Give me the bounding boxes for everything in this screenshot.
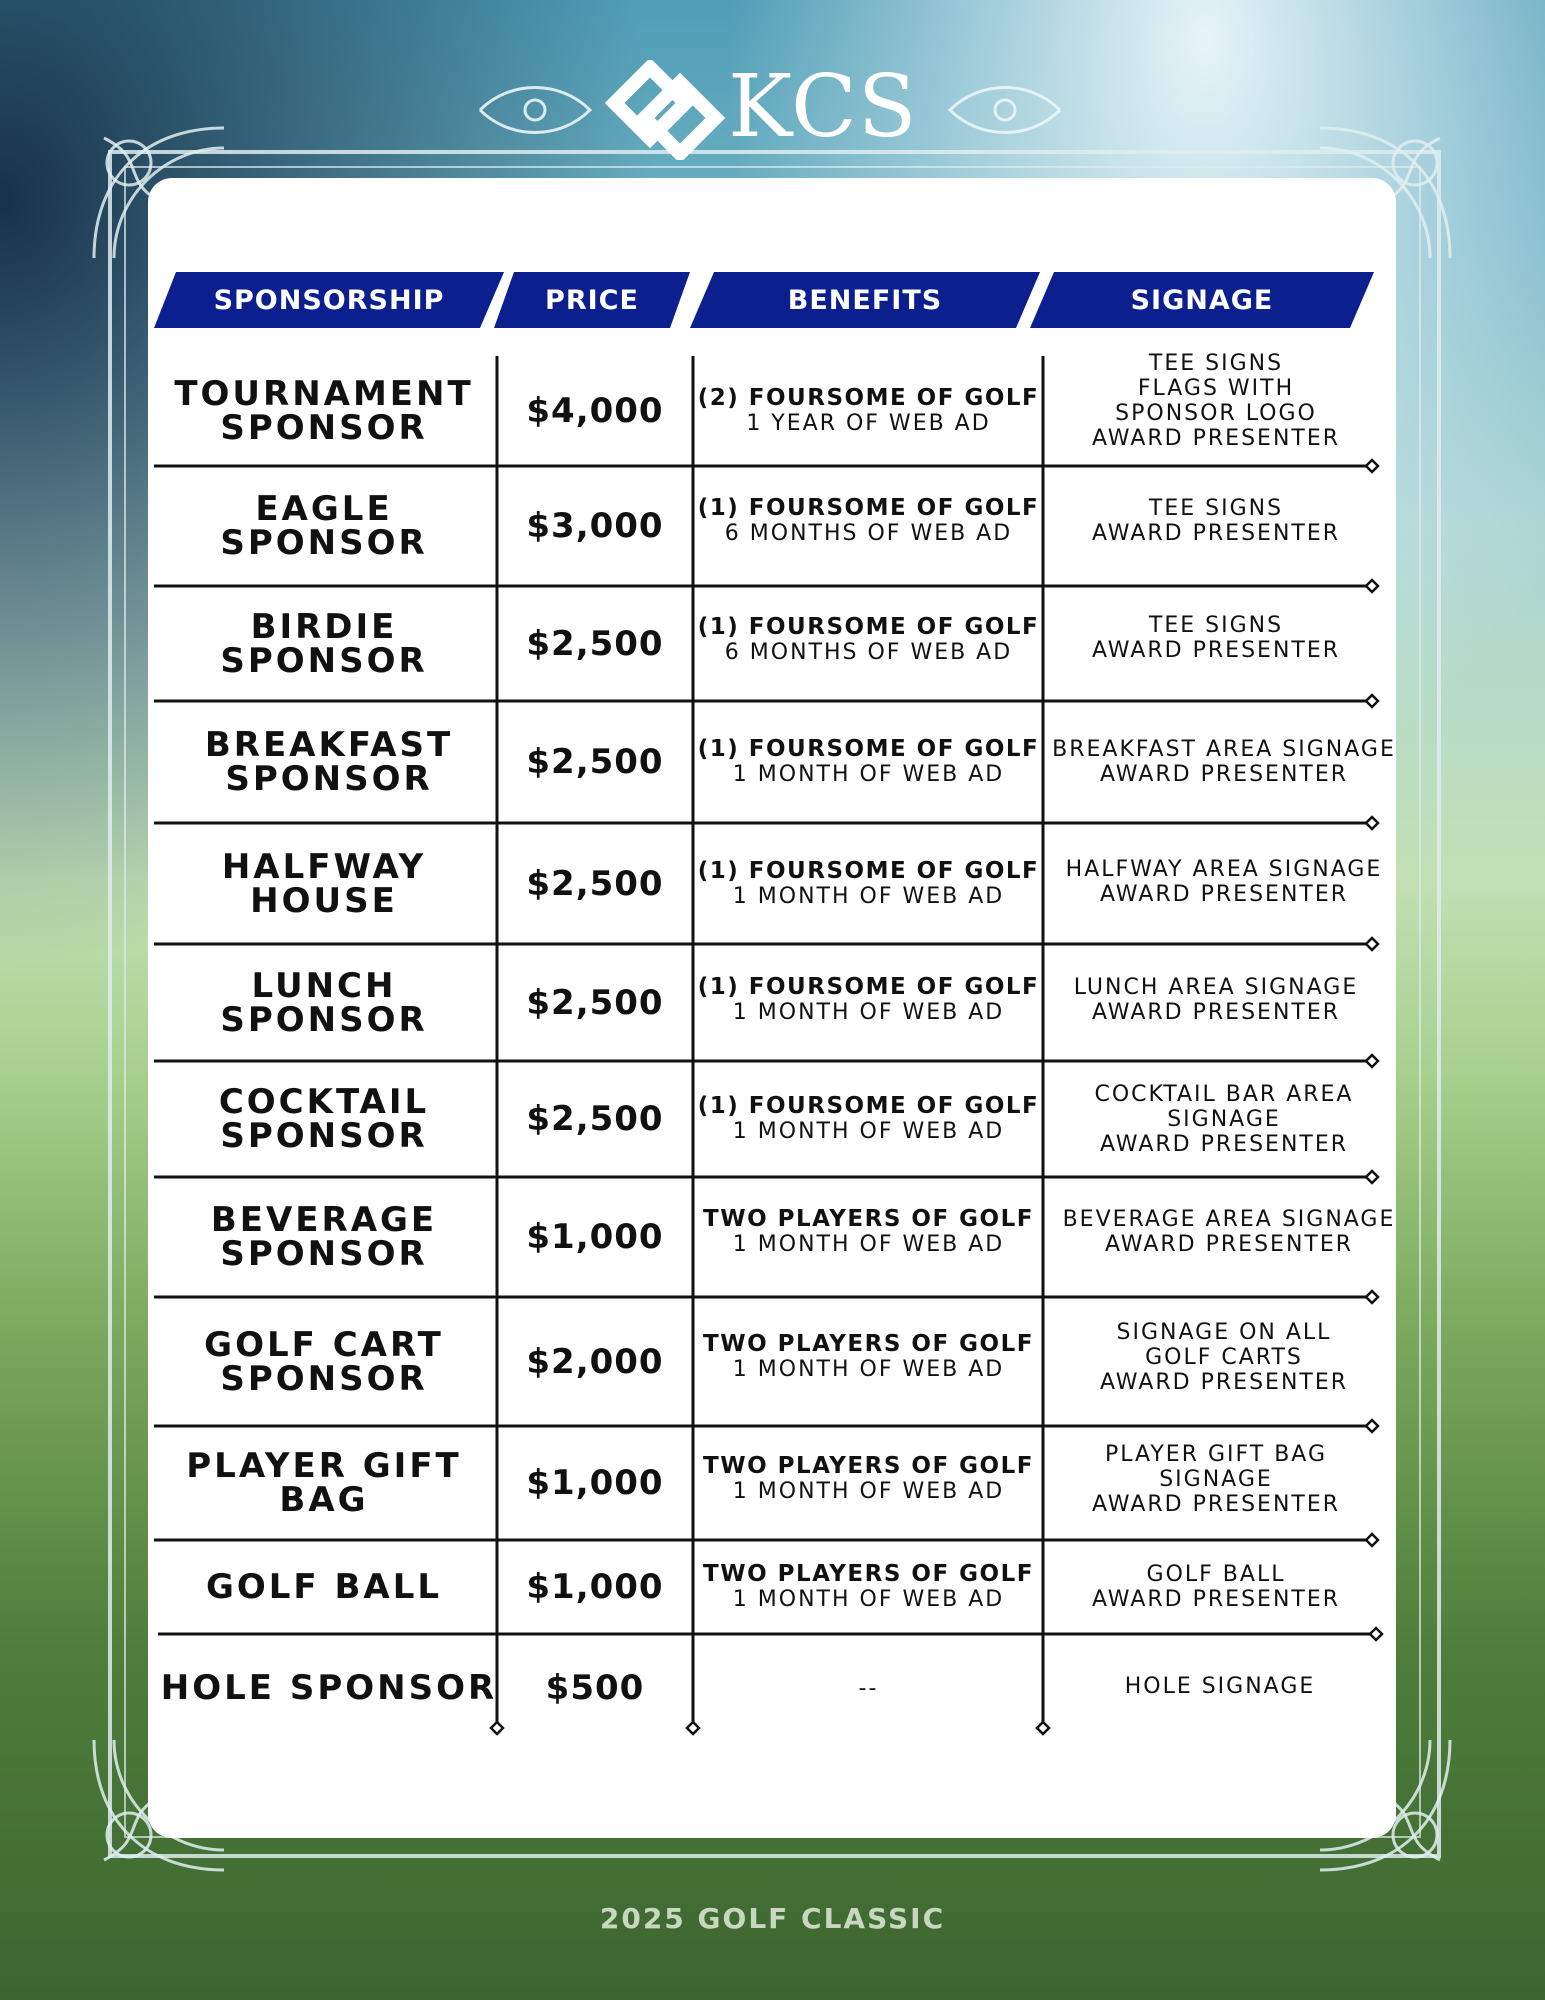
benefits-cell	[696, 356, 1041, 466]
benefit-qty: (1)	[697, 495, 740, 521]
price-value: $2,500	[526, 982, 664, 1023]
signage-cell	[1046, 1061, 1402, 1177]
benefits-cell	[696, 466, 1041, 576]
signage-line: TEE SIGNS	[1148, 351, 1284, 376]
benefits-cell	[696, 1297, 1041, 1417]
signage-line: SIGNAGE ON ALL	[1116, 1319, 1332, 1345]
table-row	[154, 1061, 494, 1177]
price-value: $500	[545, 1668, 645, 1708]
signage-line: COCKTAIL BAR AREA	[1094, 1081, 1354, 1107]
price-value: $2,500	[526, 1099, 664, 1139]
price-cell	[500, 466, 690, 586]
sponsorship-name: SPONSOR	[220, 640, 428, 681]
sponsorship-name: SPONSOR	[220, 523, 428, 563]
price-value: $2,000	[526, 1341, 664, 1382]
signage-cell	[1046, 823, 1402, 941]
sponsorship-name: SPONSOR	[220, 1358, 428, 1399]
signage-cell	[1046, 1177, 1412, 1287]
signage-line: AWARD PRESENTER	[1099, 882, 1349, 907]
price-cell	[500, 356, 690, 466]
header-signage-label: SIGNAGE	[1130, 284, 1274, 316]
signage-line: GOLF BALL	[1146, 1562, 1286, 1587]
price-cell	[500, 944, 690, 1061]
price-value: $1,000	[526, 1217, 664, 1257]
benefit-sub: 1 MONTH OF WEB AD	[732, 1587, 1005, 1612]
table-row	[154, 1540, 494, 1634]
signage-line: BEVERAGE AREA SIGNAGE	[1062, 1207, 1396, 1232]
benefit-main: TWO PLAYERS OF GOLF	[703, 1331, 1034, 1357]
table-row	[154, 356, 494, 466]
benefit-main: TWO PLAYERS OF GOLF	[703, 1561, 1034, 1587]
header-sponsorship-label: SPONSORSHIP	[213, 284, 445, 316]
benefits-cell	[696, 823, 1041, 944]
benefits-cell	[696, 1177, 1041, 1287]
benefit-qty: (1)	[697, 736, 740, 762]
table-row	[154, 701, 504, 823]
benefit-main: TWO PLAYERS OF GOLF	[703, 1206, 1034, 1232]
table-row	[154, 1177, 494, 1297]
sponsorship-name: SPONSOR	[225, 759, 433, 799]
sponsorship-name: GOLF CART	[204, 1324, 444, 1365]
benefit-sub: 1 MONTH OF WEB AD	[732, 1000, 1005, 1025]
benefit-sub: 1 MONTH OF WEB AD	[732, 1479, 1005, 1504]
event-footer-title: 2025 GOLF CLASSIC	[599, 1902, 946, 1935]
benefit-sub: 1 YEAR OF WEB AD	[746, 411, 991, 436]
sponsorship-name: LUNCH	[251, 965, 397, 1006]
benefit-qty: (1)	[697, 1093, 740, 1119]
price-cell	[500, 1640, 690, 1736]
sponsorship-name: SPONSOR	[220, 1116, 428, 1156]
benefits-cell	[696, 1640, 1041, 1736]
benefit-main: FOURSOME OF GOLF	[748, 974, 1040, 1000]
price-cell	[500, 1297, 690, 1426]
signage-line: AWARD PRESENTER	[1091, 638, 1341, 663]
benefit-sub: --	[858, 1675, 879, 1701]
table-row	[154, 1640, 504, 1736]
benefit-main: FOURSOME OF GOLF	[748, 495, 1040, 521]
signage-line: LUNCH AREA SIGNAGE	[1073, 975, 1359, 1000]
sponsorship-name: HOUSE	[250, 880, 398, 921]
table-row	[154, 944, 494, 1061]
signage-line: SPONSOR LOGO	[1115, 401, 1317, 426]
table-row	[154, 586, 494, 701]
benefits-cell	[696, 1061, 1041, 1177]
signage-line: HOLE SIGNAGE	[1124, 1673, 1316, 1699]
signage-line: AWARD PRESENTER	[1091, 1587, 1341, 1612]
price-value: $2,500	[526, 742, 664, 782]
benefit-main: FOURSOME OF GOLF	[748, 736, 1040, 762]
signage-cell	[1046, 701, 1402, 823]
signage-line: AWARD PRESENTER	[1099, 1131, 1349, 1157]
benefit-sub: 1 MONTH OF WEB AD	[732, 1357, 1005, 1382]
price-value: $3,000	[526, 506, 664, 546]
table-row	[154, 1426, 494, 1540]
signage-line: AWARD PRESENTER	[1091, 521, 1341, 546]
benefit-qty: (1)	[697, 614, 740, 640]
signage-cell	[1046, 1640, 1394, 1732]
sponsorship-name: HALFWAY	[221, 846, 427, 887]
table-row	[154, 1297, 494, 1426]
table-row	[154, 466, 494, 586]
price-cell	[500, 1540, 690, 1634]
benefit-sub: 6 MONTHS OF WEB AD	[724, 521, 1013, 546]
sponsorship-name: EAGLE	[255, 489, 393, 529]
signage-line: AWARD PRESENTER	[1104, 1232, 1354, 1257]
benefits-cell	[696, 586, 1041, 694]
signage-line: AWARD PRESENTER	[1091, 1000, 1341, 1025]
price-cell	[500, 701, 690, 823]
signage-line: TEE SIGNS	[1148, 613, 1284, 638]
benefit-main: TWO PLAYERS OF GOLF	[703, 1453, 1034, 1479]
benefits-cell	[696, 944, 1041, 1056]
signage-cell	[1046, 586, 1386, 690]
benefit-main: FOURSOME OF GOLF	[748, 614, 1040, 640]
signage-cell	[1046, 1426, 1386, 1532]
sponsorship-name: BREAKFAST	[204, 725, 454, 765]
price-value: $1,000	[526, 1463, 664, 1503]
signage-line: AWARD PRESENTER	[1099, 1369, 1349, 1395]
price-value: $4,000	[526, 391, 664, 431]
signage-cell	[1046, 1297, 1402, 1417]
sponsorship-name: TOURNAMENT	[174, 374, 474, 414]
price-value: $1,000	[526, 1567, 664, 1607]
table-row	[154, 823, 494, 944]
benefit-main: FOURSOME OF GOLF	[748, 385, 1040, 411]
signage-cell	[1046, 466, 1386, 576]
sponsorship-name: HOLE SPONSOR	[160, 1668, 498, 1708]
signage-line: AWARD PRESENTER	[1091, 426, 1341, 451]
signage-line: AWARD PRESENTER	[1091, 1491, 1341, 1517]
logo-text: KCS	[728, 57, 918, 157]
header-benefits-label: BENEFITS	[787, 284, 943, 316]
benefit-qty: (2)	[697, 385, 740, 411]
header-price-label: PRICE	[545, 284, 639, 316]
signage-line: PLAYER GIFT BAG	[1104, 1441, 1328, 1467]
price-cell	[500, 823, 690, 944]
benefit-sub: 1 MONTH OF WEB AD	[732, 1232, 1005, 1257]
sponsorship-name: SPONSOR	[220, 999, 428, 1040]
sponsorship-name: COCKTAIL	[218, 1082, 430, 1122]
sponsorship-name: GOLF BALL	[205, 1567, 443, 1607]
benefits-cell	[696, 701, 1041, 823]
benefit-main: FOURSOME OF GOLF	[748, 857, 1040, 884]
signage-line: HALFWAY AREA SIGNAGE	[1065, 857, 1383, 882]
benefit-sub: 6 MONTHS OF WEB AD	[724, 640, 1013, 665]
price-cell	[500, 586, 690, 701]
benefit-qty: (1)	[697, 857, 740, 884]
signage-line: SIGNAGE	[1159, 1466, 1273, 1492]
signage-cell	[1046, 346, 1386, 456]
signage-line: BREAKFAST AREA SIGNAGE	[1052, 737, 1396, 762]
signage-line: FLAGS WITH	[1137, 376, 1295, 401]
sponsorship-name: BIRDIE	[250, 606, 398, 647]
benefit-sub: 1 MONTH OF WEB AD	[732, 883, 1005, 909]
signage-cell	[1046, 944, 1386, 1056]
benefit-sub: 1 MONTH OF WEB AD	[732, 762, 1005, 787]
sponsorship-name: SPONSOR	[220, 408, 428, 448]
price-value: $2,500	[526, 623, 664, 664]
benefit-qty: (1)	[697, 974, 740, 1000]
benefit-sub: 1 MONTH OF WEB AD	[732, 1119, 1005, 1144]
sponsorship-name: BEVERAGE	[210, 1200, 438, 1240]
price-cell	[500, 1177, 690, 1297]
signage-cell	[1046, 1540, 1386, 1634]
sponsorship-name: PLAYER GIFT BAG	[186, 1446, 462, 1520]
signage-line: GOLF CARTS	[1145, 1344, 1303, 1370]
signage-line: TEE SIGNS	[1148, 496, 1284, 521]
price-cell	[500, 1061, 690, 1177]
price-value: $2,500	[526, 863, 664, 904]
benefit-main: FOURSOME OF GOLF	[748, 1093, 1040, 1119]
signage-line: SIGNAGE	[1167, 1106, 1281, 1132]
signage-line: AWARD PRESENTER	[1099, 762, 1349, 787]
benefits-cell	[696, 1426, 1041, 1532]
benefits-cell	[696, 1540, 1041, 1634]
price-cell	[500, 1426, 690, 1540]
sponsorship-name: SPONSOR	[220, 1234, 428, 1274]
